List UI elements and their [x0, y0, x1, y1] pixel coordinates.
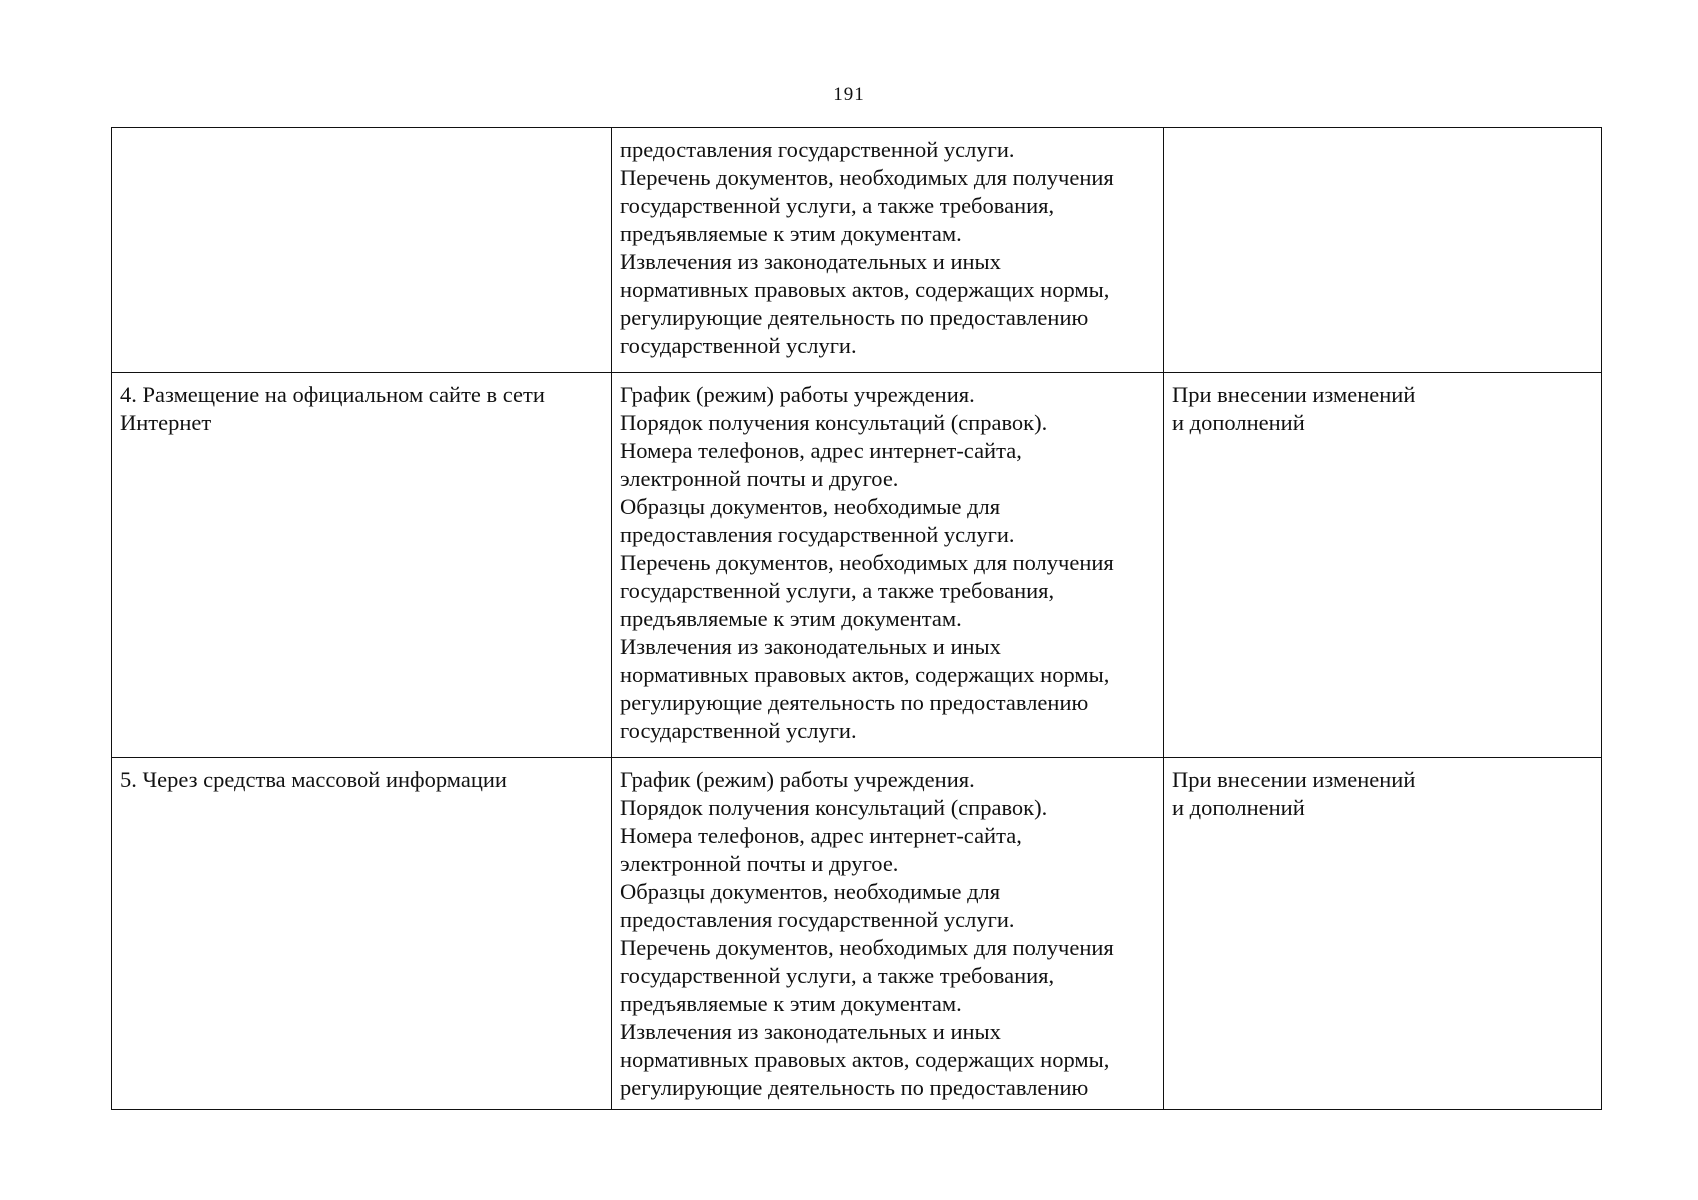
text-line: При внесении изменений — [1172, 382, 1416, 407]
info-table — [111, 127, 1602, 1110]
text-line: График (режим) работы учреждения. — [620, 767, 975, 792]
text-line: Извлечения из законодательных и иных — [620, 1019, 1001, 1044]
text-line: нормативных правовых актов, содержащих нормы, — [620, 277, 1110, 302]
page-number: 191 — [833, 84, 865, 105]
text-line: государственной услуги, а также требования, — [620, 578, 1055, 603]
table-row — [112, 373, 1602, 758]
text-line: Номера телефонов, адрес интернет-сайта, — [620, 823, 1022, 848]
text-line: 5. Через средства массовой информации — [120, 767, 507, 792]
content-cell — [612, 128, 1164, 373]
method-cell — [112, 758, 612, 1110]
text-line: государственной услуги, а также требования, — [620, 963, 1055, 988]
text-line: электронной почты и другое. — [620, 466, 899, 491]
text-line: нормативных правовых актов, содержащих нормы, — [620, 662, 1110, 687]
text-line: предъявляемые к этим документам. — [620, 221, 962, 246]
text-line: 4. Размещение на официальном сайте в сети — [120, 382, 545, 407]
update-cell — [1164, 373, 1602, 758]
text-line: Извлечения из законодательных и иных — [620, 634, 1001, 659]
text-line: и дополнений — [1172, 795, 1305, 820]
text-line: государственной услуги. — [620, 718, 857, 743]
text-line: регулирующие деятельность по предоставлению — [620, 305, 1089, 330]
text-line: Извлечения из законодательных и иных — [620, 249, 1001, 274]
method-cell — [112, 128, 612, 373]
text-line: При внесении изменений — [1172, 767, 1416, 792]
text-line: предоставления государственной услуги. — [620, 522, 1015, 547]
text-line: Интернет — [120, 410, 212, 435]
text-line: Образцы документов, необходимые для — [620, 494, 1001, 519]
text-line: электронной почты и другое. — [620, 851, 899, 876]
text-line: нормативных правовых актов, содержащих нормы, — [620, 1047, 1110, 1072]
text-line: Образцы документов, необходимые для — [620, 879, 1001, 904]
text-line: предоставления государственной услуги. — [620, 907, 1015, 932]
text-line: предъявляемые к этим документам. — [620, 991, 962, 1016]
text-line: регулирующие деятельность по предоставлению — [620, 690, 1089, 715]
text-line: предъявляемые к этим документам. — [620, 606, 962, 631]
text-line: государственной услуги, а также требования, — [620, 193, 1055, 218]
text-line: Перечень документов, необходимых для получения — [620, 550, 1114, 575]
text-line: Порядок получения консультаций (справок). — [620, 410, 1048, 435]
text-line: предоставления государственной услуги. — [620, 137, 1015, 162]
table-body — [112, 128, 1602, 1110]
content-cell — [612, 373, 1164, 758]
text-line: Порядок получения консультаций (справок). — [620, 795, 1048, 820]
method-cell — [112, 373, 612, 758]
text-line: Перечень документов, необходимых для получения — [620, 935, 1114, 960]
table-row — [112, 758, 1602, 1110]
text-line: Номера телефонов, адрес интернет-сайта, — [620, 438, 1022, 463]
text-line: и дополнений — [1172, 410, 1305, 435]
table-row — [112, 128, 1602, 373]
text-line: государственной услуги. — [620, 333, 857, 358]
update-cell — [1164, 128, 1602, 373]
text-line: Перечень документов, необходимых для получения — [620, 165, 1114, 190]
update-cell — [1164, 758, 1602, 1110]
content-cell — [612, 758, 1164, 1110]
text-line: регулирующие деятельность по предоставлению — [620, 1075, 1089, 1100]
text-line: График (режим) работы учреждения. — [620, 382, 975, 407]
